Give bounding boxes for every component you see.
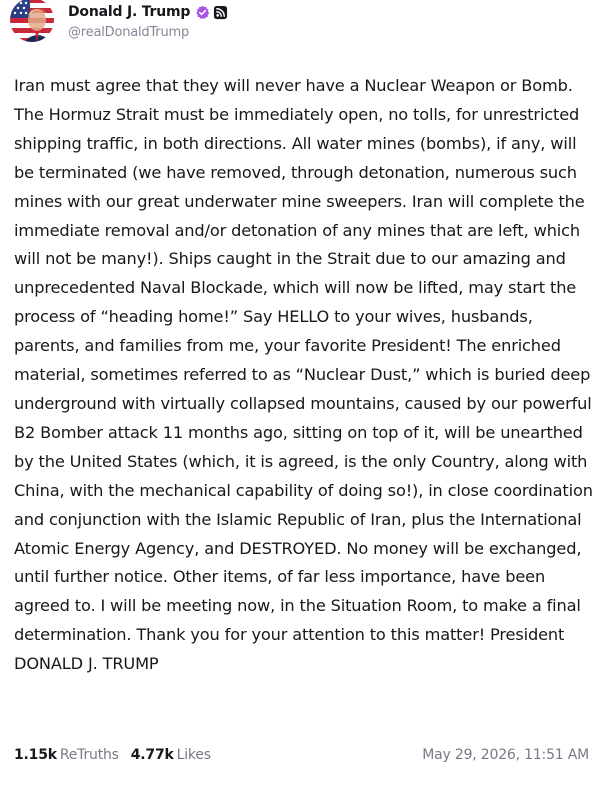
author-handle[interactable]: @realDonaldTrump: [68, 25, 189, 40]
post-header: [10, 0, 228, 48]
avatar[interactable]: [10, 0, 54, 42]
flag-avatar-icon: [10, 0, 54, 42]
post-text: Iran must agree that they will never have a Nuclear Weapon or Bomb. The Hormuz Strait must be immediately open, no tolls, for unrestricted shipping traffic, in both directions. All water mines (bombs), if any, will be terminated (we have removed, through detonation, numerous such mines with our great underwater mine sweepers. Iran will complete the immediate removal and/or detonation of any mines that are left, which will not be many!). Ships caught in the Strait due to our amazing and unprecedented Naval Blockade, which will now be lifted, may start the process of “heading home!” Say HELLO to your wives, husbands, parents, and families from me, your favorite President! The enriched material, sometimes referred to as “Nuclear Dust,” which is buried deep underground with virtually collapsed mountains, caused by our powerful B2 Bomber attack 11 months ago, sitting on top of it, will be unearthed by the United States (which, it is agreed, is the only Country, along with China, with the mechanical capability of doing so!), in close coordination and conjunction with the Islamic Republic of Iran, plus the International Atomic Energy Agency, and DESTROYED. No money will be exchanged, until further notice. Other items, of far less importance, have been agreed to. I will be meeting now, in the Situation Room, to make a final determination. Thank you for your attention to this matter! President DONALD J. TRUMP: [14, 76, 593, 674]
post-footer: [14, 744, 589, 766]
likes-stat[interactable]: [131, 747, 211, 763]
author-identity: [68, 3, 228, 40]
display-name[interactable]: Donald J. Trump: [68, 4, 191, 20]
retruths-label: ReTruths: [59, 747, 119, 763]
likes-count: 4.77k: [130, 747, 174, 763]
retruths-stat[interactable]: [14, 747, 119, 763]
name-row: [68, 3, 228, 21]
post-timestamp[interactable]: May 29, 2026, 11:51 AM: [422, 747, 589, 763]
verified-badge-icon: [195, 5, 210, 20]
retruths-count: 1.15k: [14, 747, 57, 763]
likes-label: Likes: [176, 747, 211, 763]
rss-feed-icon[interactable]: [213, 5, 228, 20]
